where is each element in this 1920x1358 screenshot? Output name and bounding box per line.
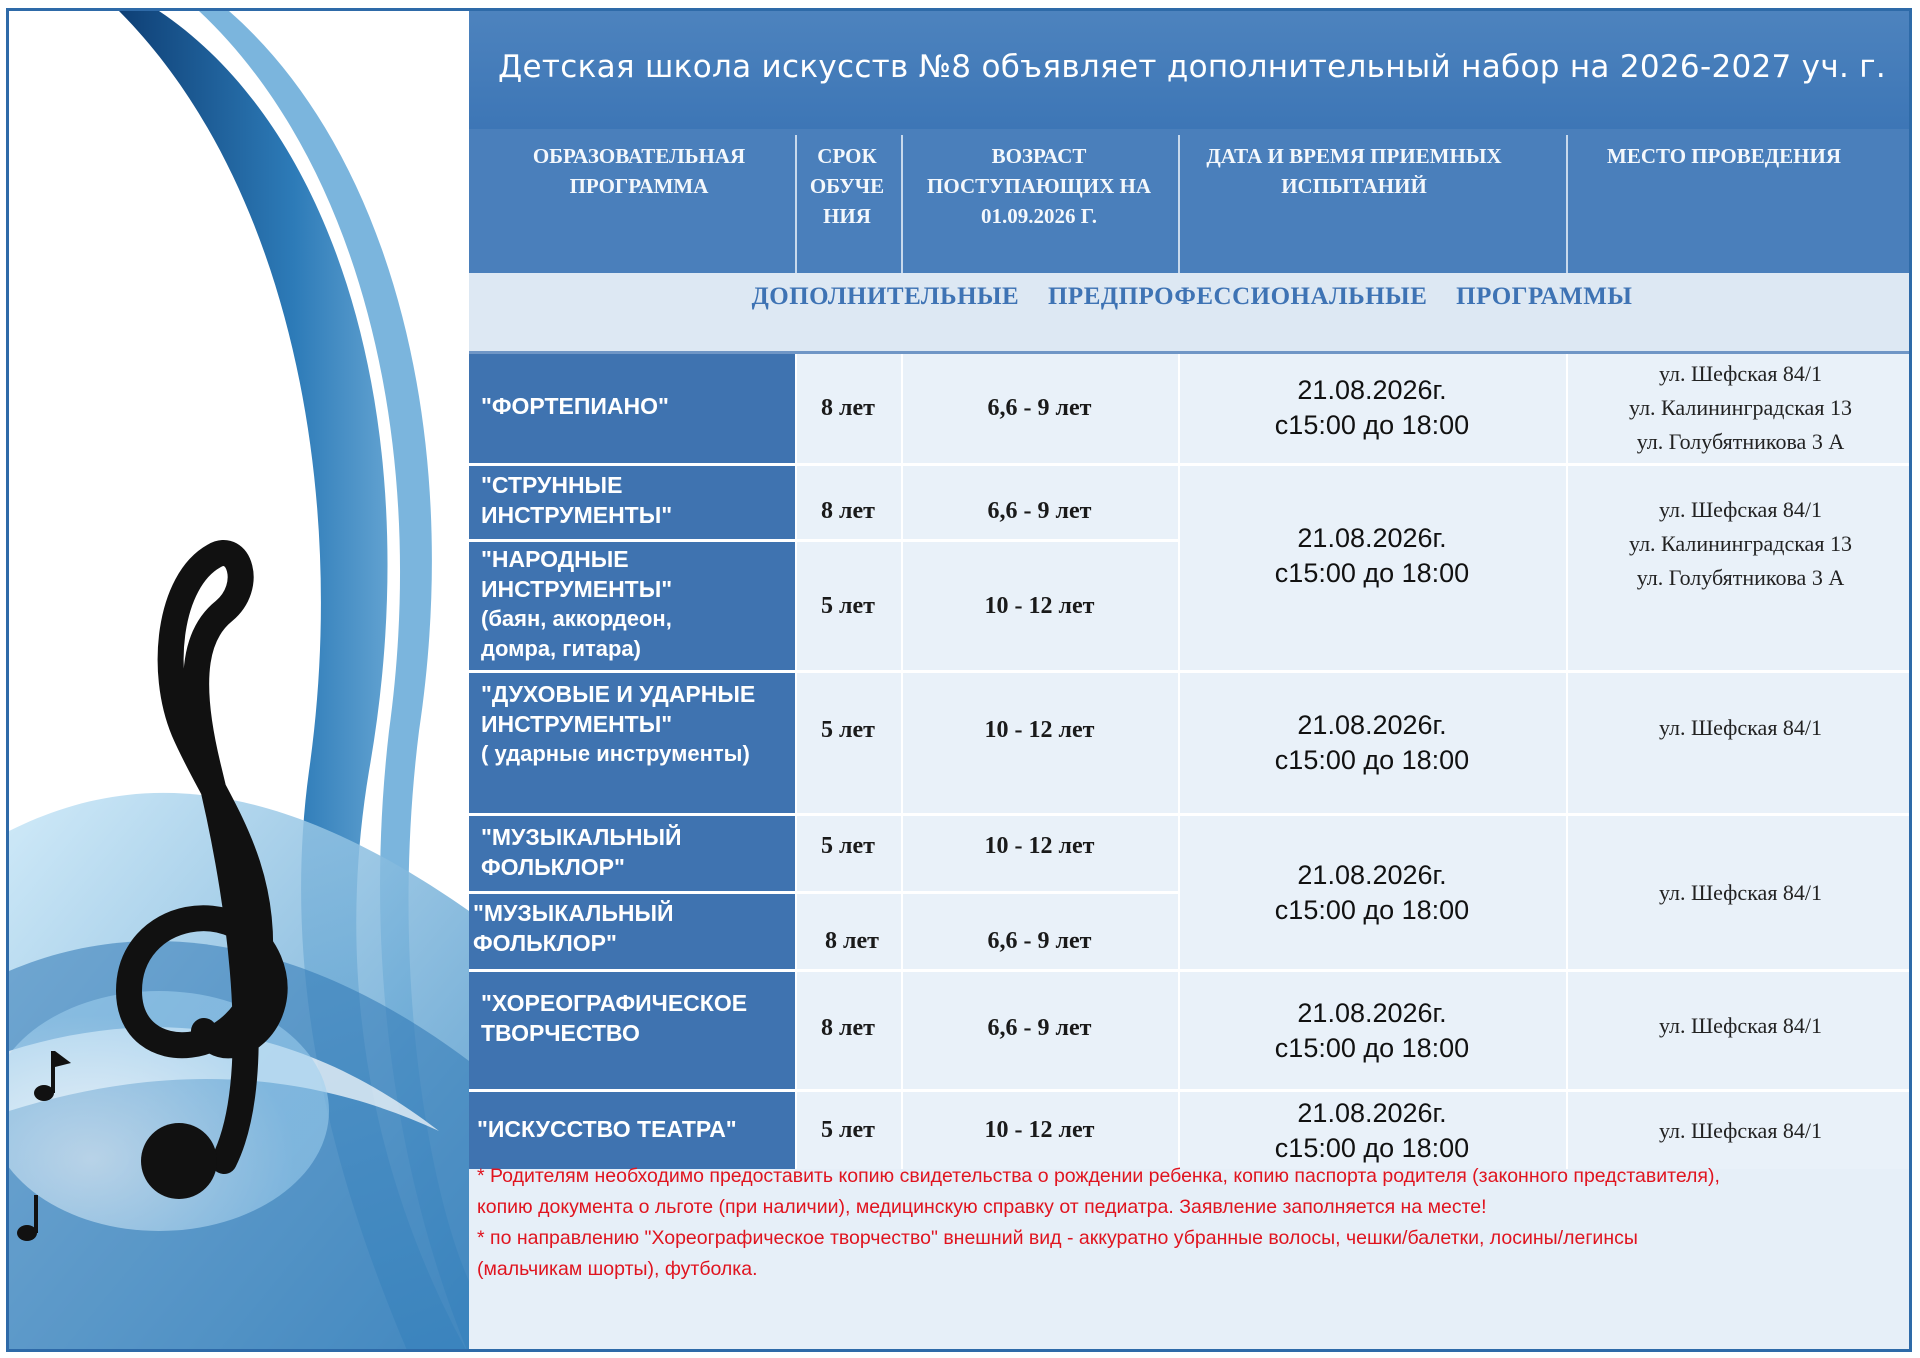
exam-time: с15:00 до 18:00 xyxy=(1274,1132,1470,1163)
age-cell: 6,6 - 9 лет xyxy=(987,927,1092,954)
exam-time: с15:00 до 18:00 xyxy=(1274,894,1470,925)
header-age: ВОЗРАСТ ПОСТУПАЮЩИХ НА 01.09.2026 Г. xyxy=(927,144,1151,228)
title-bar xyxy=(469,11,1912,129)
address: ул. Голубятникова 3 А xyxy=(1636,565,1845,590)
duration-cell: 5 лет xyxy=(821,832,875,859)
exam-date: 21.08.2026г. xyxy=(1297,375,1447,405)
age-cell: 10 - 12 лет xyxy=(984,1117,1095,1143)
section-heading: ДОПОЛНИТЕЛЬНЫЕ ПРЕДПРОФЕССИОНАЛЬНЫЕ ПРОГРАММЫ xyxy=(751,283,1633,310)
duration-cell: 8 лет xyxy=(825,927,879,954)
program-name: "ИСКУССТВО ТЕАТРА" xyxy=(477,1116,737,1142)
row-divider xyxy=(469,813,1912,816)
age-cell: 6,6 - 9 лет xyxy=(987,497,1092,524)
program-name: "МУЗЫКАЛЬНЫЙ ФОЛЬКЛОР" xyxy=(473,900,674,956)
column-divider xyxy=(901,351,903,1169)
date-cell xyxy=(1178,972,1566,1089)
poster-frame xyxy=(6,8,1912,1352)
row-divider xyxy=(469,351,1912,354)
column-divider xyxy=(1178,351,1180,1169)
duration-cell: 8 лет xyxy=(821,394,875,421)
date-cell xyxy=(1178,673,1566,813)
column-divider xyxy=(795,351,797,1169)
exam-time: с15:00 до 18:00 xyxy=(1274,745,1470,775)
program-name: "НАРОДНЫЕ ИНСТРУМЕНТЫ" xyxy=(481,546,673,602)
age-cell: 10 - 12 лет xyxy=(984,592,1095,619)
place-cell: ул. Шефская 84/1 xyxy=(1658,1013,1823,1038)
program-name: "МУЗЫКАЛЬНЫЙ ФОЛЬКЛОР" xyxy=(481,824,682,880)
date-cell xyxy=(1178,466,1566,646)
address: ул. Голубятникова 3 А xyxy=(1636,429,1845,454)
header-divider xyxy=(1178,135,1180,273)
place-cell xyxy=(1566,489,1912,599)
age-cell: 10 - 12 лет xyxy=(984,832,1095,859)
program-cell xyxy=(469,353,795,463)
header-divider xyxy=(795,135,797,273)
address: ул. Калининградская 13 xyxy=(1629,531,1852,556)
notes-block xyxy=(477,1161,1897,1285)
address: ул. Калининградская 13 xyxy=(1629,395,1852,420)
header-date: ДАТА И ВРЕМЯ ПРИЕМНЫХ ИСПЫТАНИЙ xyxy=(1206,144,1502,198)
program-cell xyxy=(469,542,795,670)
row-divider xyxy=(469,463,1912,466)
row-divider xyxy=(469,1089,1912,1092)
program-name: "СТРУННЫЕ ИНСТРУМЕНТЫ" xyxy=(481,472,673,528)
date-cell xyxy=(1178,353,1566,463)
duration-cell: 5 лет xyxy=(821,1117,875,1143)
duration-cell: 8 лет xyxy=(821,497,875,524)
program-cell xyxy=(469,466,795,539)
exam-date: 21.08.2026г. xyxy=(1297,1097,1447,1128)
program-note: (баян, аккордеон, домра, гитара) xyxy=(481,606,672,661)
exam-date: 21.08.2026г. xyxy=(1297,523,1447,553)
note-line: (мальчикам шорты), футболка. xyxy=(477,1258,758,1280)
note-line: копию документа о льготе (при наличии), медицинскую справку от педиатра. Заявление заполняется на месте! xyxy=(477,1196,1487,1218)
header-divider xyxy=(1566,135,1568,273)
age-cell: 6,6 - 9 лет xyxy=(987,1014,1092,1041)
row-divider xyxy=(469,891,1178,894)
row-divider xyxy=(469,670,1912,673)
column-divider xyxy=(1566,351,1568,1169)
note-line: * Родителям необходимо предоставить копию свидетельства о рождении ребенка, копию паспорта родителя (законного представителя), xyxy=(477,1165,1720,1187)
program-name: "ДУХОВЫЕ И УДАРНЫЕ ИНСТРУМЕНТЫ" xyxy=(481,681,756,737)
exam-date: 21.08.2026г. xyxy=(1297,997,1447,1028)
duration-cell: 5 лет xyxy=(821,716,875,743)
age-cell: 6,6 - 9 лет xyxy=(987,394,1092,421)
row-divider xyxy=(469,539,1178,542)
age-cell: 10 - 12 лет xyxy=(984,716,1095,743)
exam-time: с15:00 до 18:00 xyxy=(1274,558,1470,588)
note-line: * по направлению "Хореографическое творчество" внешний вид - аккуратно убранные волосы, чешки/балетки, лосины/легинсы xyxy=(477,1227,1638,1249)
program-cell xyxy=(469,894,795,969)
program-cell xyxy=(469,1092,795,1169)
program-name: "ХОРЕОГРАФИЧЕСКОЕ ТВОРЧЕСТВО xyxy=(481,990,748,1046)
program-name: "ФОРТЕПИАНО" xyxy=(481,393,669,419)
program-cell xyxy=(469,816,795,891)
program-cell xyxy=(469,972,795,1089)
header-place: МЕСТО ПРОВЕДЕНИЯ xyxy=(1607,144,1841,168)
program-cell xyxy=(469,673,795,813)
address: ул. Шефская 84/1 xyxy=(1658,497,1823,522)
row-divider xyxy=(469,969,1912,972)
place-cell: ул. Шефская 84/1 xyxy=(1658,715,1823,740)
header-divider xyxy=(901,135,903,273)
treble-clef-decoration xyxy=(9,11,469,1352)
exam-date: 21.08.2026г. xyxy=(1297,859,1447,890)
page-title: Детская школа искусств №8 объявляет дополнительный набор на 2026-2027 уч. г. xyxy=(498,49,1886,85)
section-heading-row xyxy=(469,273,1912,351)
header-program: ОБРАЗОВАТЕЛЬНАЯ ПРОГРАММА xyxy=(532,144,746,198)
program-note: ( ударные инструменты) xyxy=(481,741,750,766)
exam-date: 21.08.2026г. xyxy=(1297,710,1447,740)
main-panel xyxy=(469,11,1912,1352)
place-cell: ул. Шефская 84/1 xyxy=(1658,879,1823,905)
exam-time: с15:00 до 18:00 xyxy=(1274,1032,1470,1063)
header-duration: СРОК ОБУЧЕ НИЯ xyxy=(809,144,885,228)
place-cell: ул. Шефская 84/1 xyxy=(1658,1117,1823,1143)
date-cell xyxy=(1178,816,1566,969)
exam-time: с15:00 до 18:00 xyxy=(1274,410,1470,440)
date-cell xyxy=(1178,1092,1566,1169)
duration-cell: 5 лет xyxy=(821,592,875,619)
place-cell xyxy=(1566,353,1912,463)
address: ул. Шефская 84/1 xyxy=(1658,361,1823,386)
duration-cell: 8 лет xyxy=(821,1014,875,1041)
